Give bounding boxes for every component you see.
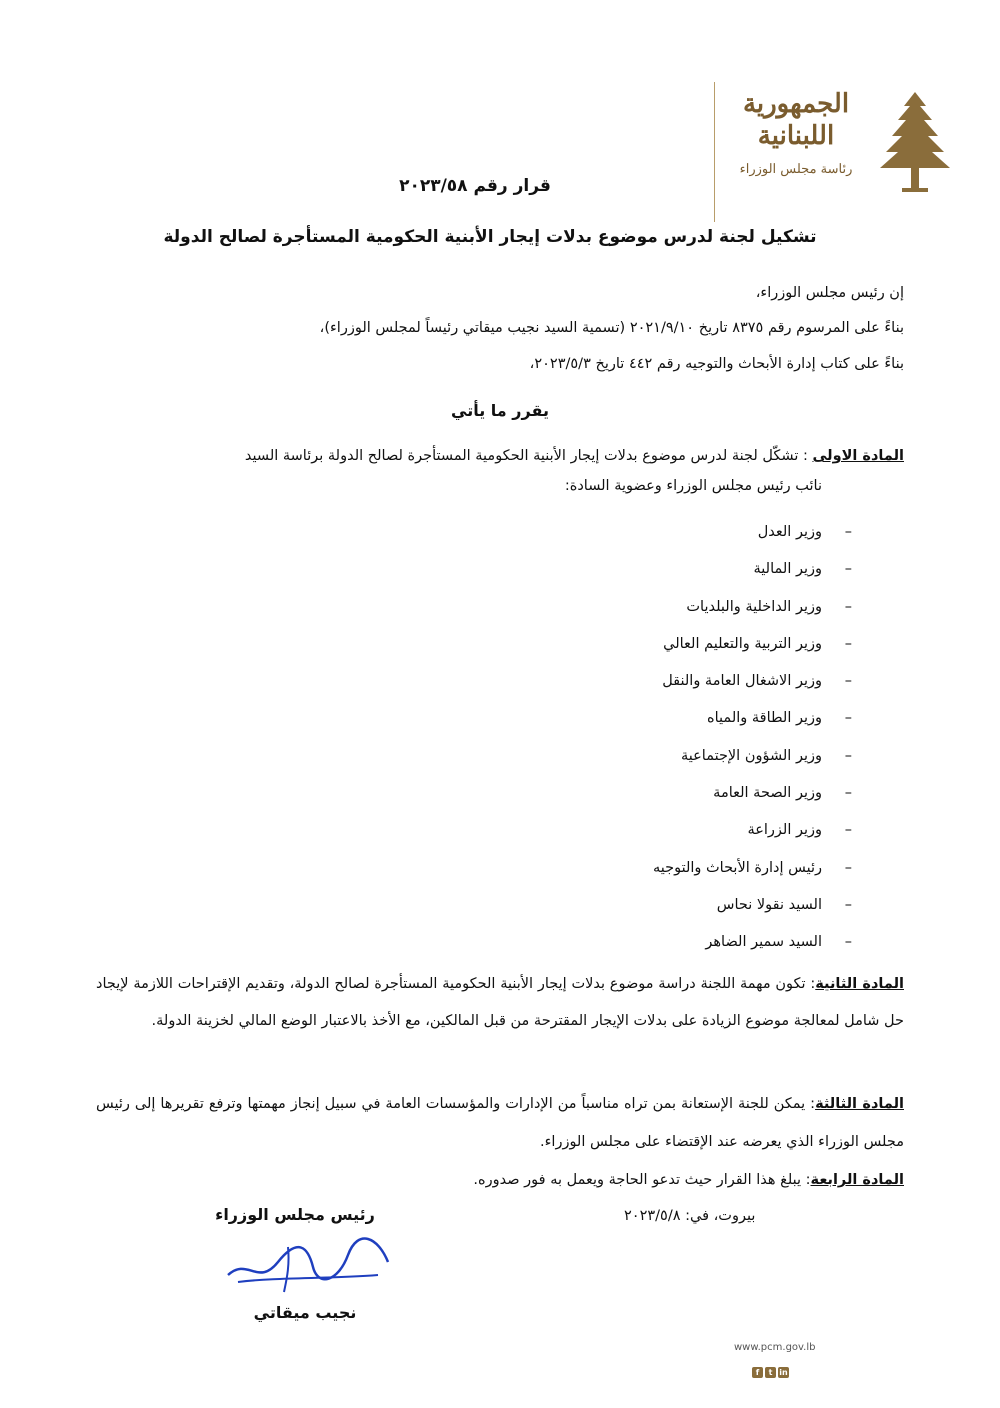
member-name: السيد نقولا نحاس <box>716 896 822 913</box>
list-dash: – <box>844 934 852 951</box>
member-name: وزير الداخلية والبلديات <box>686 598 822 615</box>
article-1-label: المادة الاولى <box>812 448 904 464</box>
member-name: وزير التربية والتعليم العالي <box>663 635 822 652</box>
list-item <box>552 812 852 849</box>
article-2 <box>96 966 904 1040</box>
list-dash: – <box>844 710 852 727</box>
list-item <box>552 850 852 887</box>
list-dash: – <box>844 785 852 802</box>
member-name: السيد سمير الضاهر <box>705 934 822 951</box>
list-item <box>552 551 852 588</box>
preamble-issuer: إن رئيس مجلس الوزراء، <box>755 285 904 301</box>
member-name: وزير العدل <box>757 524 822 540</box>
list-item <box>552 738 852 775</box>
article-1 <box>96 438 904 474</box>
list-item <box>552 514 852 551</box>
decision-title: تشكيل لجنة لدرس موضوع بدلات إيجار الأبنية الحكومية المستأجرة لصالح الدولة <box>163 227 817 247</box>
article-1-text: : تشكّل لجنة لدرس موضوع بدلات إيجار الأبنية الحكومية المستأجرة لصالح الدولة برئاسة السيد <box>244 448 813 464</box>
list-dash: – <box>844 635 852 652</box>
list-item <box>552 589 852 626</box>
list-dash: – <box>844 598 852 615</box>
member-name: وزير الشؤون الإجتماعية <box>680 747 822 764</box>
list-item <box>552 626 852 663</box>
article-3-text: : يمكن للجنة الإستعانة بمن تراه مناسباً من الإدارات والمؤسسات العامة في سبيل إنجاز مهمتها وترفع تقريرها إلى رئيس مجلس الوزراء الذي يعرضه عند الإقتضاء على مجلس الوزراء. <box>96 1096 904 1150</box>
article-3 <box>96 1085 904 1161</box>
list-dash: – <box>844 859 852 876</box>
decision-number: قرار رقم ٢٠٢٣/٥٨ <box>399 176 551 196</box>
member-name: وزير المالية <box>753 561 822 578</box>
article-4-text: : يبلغ هذا القرار حيث تدعو الحاجة ويعمل به فور صدوره. <box>473 1172 811 1188</box>
committee-members-list <box>552 514 852 962</box>
list-item <box>552 663 852 700</box>
list-item <box>552 887 852 924</box>
linkedin-icon: in <box>779 1368 788 1377</box>
list-dash: – <box>844 822 852 839</box>
signature-block <box>170 1205 420 1322</box>
facebook-icon: f <box>752 1367 763 1378</box>
signatory-name: نجيب ميقاتي <box>253 1303 357 1322</box>
member-name: وزير الزراعة <box>747 822 822 839</box>
preamble-basis-decree: بناءً على المرسوم رقم ٨٣٧٥ تاريخ ٢٠٢١/٩/١٠ (تسمية السيد نجيب ميقاتي رئيساً لمجلس الوزراء)، <box>319 320 904 336</box>
logo-line3: رئاسة مجلس الوزراء <box>739 162 853 177</box>
member-name: وزير الصحة العامة <box>713 785 822 802</box>
article-4 <box>96 1162 904 1198</box>
place-date: بيروت، في: ٢٠٢٣/٥/٨ <box>624 1208 756 1224</box>
header-logo <box>714 82 964 227</box>
signature-title: رئيس مجلس الوزراء <box>215 1205 375 1224</box>
list-dash: – <box>844 561 852 578</box>
decides-heading: يقرر ما يأتي <box>451 401 549 420</box>
article-2-text: : تكون مهمة اللجنة دراسة موضوع بدلات إيجار الأبنية الحكومية المستأجرة لصالح الدولة، وتقديم الإقتراحات اللازمة لإيجاد حل شامل لمعالجة موضوع الزيادة على بدلات الإيجار المقترحة من قبل المالكين، مع الأخذ بالاعتبار الوضع المالي لخزينة الدولة. <box>96 976 904 1029</box>
logo-line1: الجمهورية <box>742 89 850 119</box>
preamble-basis-letter: بناءً على كتاب إدارة الأبحاث والتوجيه رقم ٤٤٢ تاريخ ٢٠٢٣/٥/٣، <box>529 356 904 372</box>
member-name: وزير الطاقة والمياه <box>707 710 822 727</box>
list-dash: – <box>844 673 852 690</box>
list-item <box>552 924 852 961</box>
article-3-label: المادة الثالثة <box>815 1096 904 1112</box>
list-dash: – <box>844 896 852 913</box>
logo-divider <box>714 82 715 222</box>
cedar-tree-icon <box>874 88 956 198</box>
member-name: رئيس إدارة الأبحاث والتوجيه <box>652 859 822 876</box>
list-dash: – <box>844 524 852 540</box>
logo-line2: اللبنانية <box>757 121 835 151</box>
article-1-continuation: نائب رئيس مجلس الوزراء وعضوية السادة: <box>564 478 822 494</box>
list-dash: – <box>844 747 852 764</box>
footer-url: www.pcm.gov.lb <box>734 1342 816 1353</box>
list-item <box>552 775 852 812</box>
member-name: وزير الاشغال العامة والنقل <box>662 673 822 690</box>
article-2-label: المادة الثانية <box>815 976 904 992</box>
logo-text <box>726 88 866 177</box>
handwritten-signature <box>218 1227 398 1297</box>
social-icons <box>752 1360 791 1377</box>
article-4-label: المادة الرابعة <box>810 1172 904 1188</box>
list-item <box>552 700 852 737</box>
twitter-icon: t <box>765 1367 776 1378</box>
